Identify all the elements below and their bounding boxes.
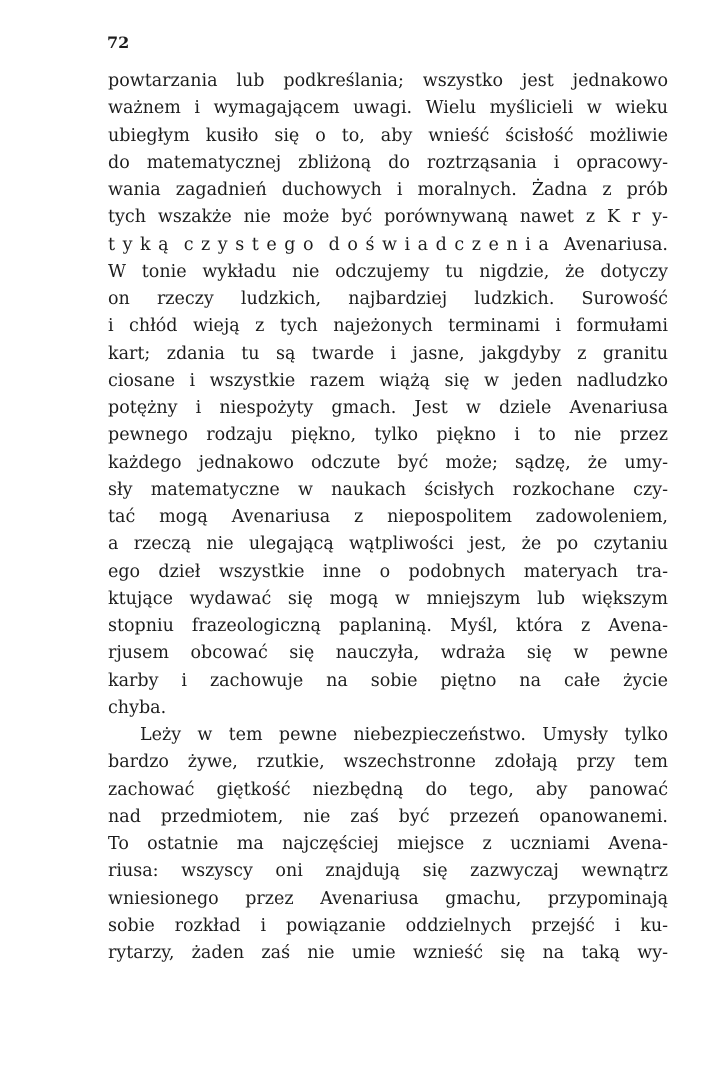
text-line: pewnego rodzaju piękno, tylko piękno i to nie przez <box>108 425 668 446</box>
text-line: potężny i niespożyty gmach. Jest w dziele Avenariusa <box>108 398 668 418</box>
text-line: sobie rozkład i powiązanie oddzielnych przejść i ku- <box>108 915 668 936</box>
text-line: tać mogą Avenariusa z niepospolitem zadowoleniem, <box>108 507 668 527</box>
text-line: każdego jednakowo odczute być może; sądzę, że umy- <box>108 452 668 473</box>
text-line: a rzeczą nie ulegającą wątpliwości jest, że po czytaniu <box>108 534 668 555</box>
text-line: ubiegłym kusiło się o to, aby wnieść ścisłość możliwie <box>108 125 668 146</box>
text-line: tych wszakże nie może być porównywaną nawet z K r y- <box>108 207 668 228</box>
paragraph <box>108 68 668 722</box>
text-line: ktujące wydawać się mogą w mniejszym lub większym <box>108 588 668 609</box>
text-line: ważnem i wymagającem uwagi. Wielu myślicieli w wieku <box>108 98 668 119</box>
text-line: bardzo żywe, rzutkie, wszechstronne zdołają przy tem <box>108 752 668 773</box>
text-line: on rzeczy ludzkich, najbardziej ludzkich. Surowość <box>108 289 668 309</box>
text-line: chyba. <box>108 697 167 718</box>
text-line: To ostatnie ma najczęściej miejsce z uczniami Avena- <box>108 834 668 854</box>
text-line: powtarzania lub podkreślania; wszystko jest jednakowo <box>108 71 668 91</box>
text-line: rytarzy, żaden zaś nie umie wznieść się na taką wy- <box>108 943 668 963</box>
text-line: rjusem obcować się nauczyła, wdraża się w pewne <box>108 643 668 664</box>
text-line: ciosane i wszystkie razem wiążą się w jeden nadludzko <box>108 370 668 391</box>
text-line: wania zagadnień duchowych i moralnych. Żadna z prób <box>108 180 668 200</box>
text-line: W tonie wykładu nie odczujemy tu nigdzie, że dotyczy <box>108 261 668 282</box>
text-line: riusa: wszyscy oni znajdują się zazwyczaj wewnątrz <box>108 861 668 882</box>
text-line: ego dzieł wszystkie inne o podobnych materyach tra- <box>108 561 668 582</box>
text-line: sły matematyczne w naukach ścisłych rozkochane czy- <box>108 479 668 500</box>
text-line: wniesionego przez Avenariusa gmachu, przypominają <box>108 888 668 909</box>
text-line: i chłód wieją z tych najeżonych terminami i formułami <box>108 316 668 337</box>
text-line: t y k ą c z y s t e g o d o ś w i a d c z e n i a Avenariusa. <box>108 234 668 255</box>
text-line: Leży w tem pewne niebezpieczeństwo. Umysły tylko <box>140 725 668 745</box>
page-number: 72 <box>107 33 130 52</box>
paragraph <box>108 722 668 967</box>
text-line: karby i zachowuje na sobie piętno na całe życie <box>108 670 668 691</box>
text-line: stopniu frazeologiczną paplaniną. Myśl, która z Avena- <box>108 616 668 636</box>
text-line: zachować giętkość niezbędną do tego, aby panować <box>108 779 668 800</box>
body-text <box>108 68 668 967</box>
text-line: nad przedmiotem, nie zaś być przezeń opanowanemi. <box>108 806 668 827</box>
text-line: kart; zdania tu są twarde i jasne, jakgdyby z granitu <box>108 343 668 364</box>
text-line: do matematycznej zbliżoną do roztrząsania i opracowy- <box>108 152 668 173</box>
